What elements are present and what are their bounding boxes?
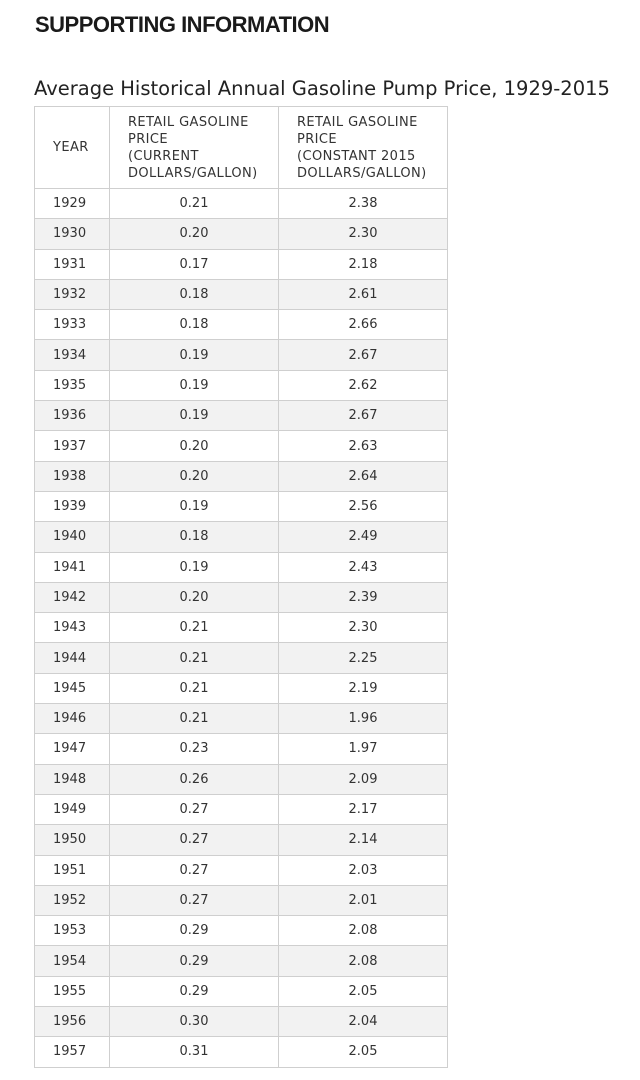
table-title: Average Historical Annual Gasoline Pump Price, 1929-2015 [34,77,610,100]
year-cell: 1940 [35,522,110,552]
header-constant-line: (CONSTANT 2015 [297,148,416,164]
header-current-price [110,107,279,189]
year-cell: 1945 [35,673,110,703]
table-row [35,219,448,249]
constant-price-cell: 2.01 [279,885,448,915]
header-constant-price [279,107,448,189]
table-row [35,885,448,915]
current-price-cell: 0.23 [110,734,279,764]
constant-price-cell: 2.39 [279,582,448,612]
current-price-cell: 0.30 [110,1007,279,1037]
table-row [35,673,448,703]
constant-price-cell: 2.49 [279,522,448,552]
constant-price-cell: 2.62 [279,370,448,400]
current-price-cell: 0.19 [110,370,279,400]
section-heading: SUPPORTING INFORMATION [35,12,330,37]
year-cell: 1935 [35,370,110,400]
current-price-cell: 0.21 [110,704,279,734]
table-row [35,704,448,734]
constant-price-cell: 2.04 [279,1007,448,1037]
constant-price-cell: 2.14 [279,825,448,855]
header-constant-line: RETAIL GASOLINE [297,114,418,130]
year-cell: 1929 [35,189,110,219]
table-header [35,107,448,189]
table-row [35,946,448,976]
header-constant-line: PRICE [297,131,337,147]
current-price-cell: 0.27 [110,794,279,824]
table-row [35,491,448,521]
year-cell: 1955 [35,976,110,1006]
constant-price-cell: 2.03 [279,855,448,885]
constant-price-cell: 2.43 [279,552,448,582]
year-cell: 1956 [35,1007,110,1037]
current-price-cell: 0.20 [110,461,279,491]
header-current-line: (CURRENT [128,148,199,164]
table-row [35,916,448,946]
current-price-cell: 0.29 [110,946,279,976]
constant-price-cell: 2.17 [279,794,448,824]
constant-price-cell: 2.09 [279,764,448,794]
current-price-cell: 0.19 [110,340,279,370]
table-row [35,764,448,794]
year-cell: 1932 [35,279,110,309]
constant-price-cell: 2.05 [279,976,448,1006]
current-price-cell: 0.18 [110,310,279,340]
year-cell: 1933 [35,310,110,340]
table-row [35,310,448,340]
year-cell: 1944 [35,643,110,673]
constant-price-cell: 2.66 [279,310,448,340]
table-row [35,825,448,855]
year-cell: 1957 [35,1037,110,1067]
current-price-cell: 0.20 [110,431,279,461]
table-row [35,855,448,885]
gasoline-price-table [34,106,448,1068]
table-body [35,189,448,1068]
current-price-cell: 0.19 [110,491,279,521]
current-price-cell: 0.21 [110,613,279,643]
current-price-cell: 0.26 [110,764,279,794]
table-row [35,431,448,461]
constant-price-cell: 1.97 [279,734,448,764]
year-cell: 1937 [35,431,110,461]
current-price-cell: 0.21 [110,643,279,673]
table-row [35,249,448,279]
constant-price-cell: 2.30 [279,613,448,643]
constant-price-cell: 2.05 [279,1037,448,1067]
year-cell: 1942 [35,582,110,612]
table-row [35,1007,448,1037]
table-row [35,189,448,219]
table-row [35,1037,448,1067]
header-constant-line: DOLLARS/GALLON) [297,165,427,181]
constant-price-cell: 2.61 [279,279,448,309]
constant-price-cell: 1.96 [279,704,448,734]
table-row [35,401,448,431]
year-cell: 1951 [35,855,110,885]
year-cell: 1938 [35,461,110,491]
constant-price-cell: 2.08 [279,916,448,946]
year-cell: 1939 [35,491,110,521]
current-price-cell: 0.19 [110,552,279,582]
year-cell: 1954 [35,946,110,976]
current-price-cell: 0.18 [110,522,279,552]
table-row [35,734,448,764]
year-cell: 1950 [35,825,110,855]
year-cell: 1941 [35,552,110,582]
constant-price-cell: 2.18 [279,249,448,279]
constant-price-cell: 2.38 [279,189,448,219]
current-price-cell: 0.21 [110,673,279,703]
constant-price-cell: 2.63 [279,431,448,461]
current-price-cell: 0.27 [110,885,279,915]
constant-price-cell: 2.64 [279,461,448,491]
table-row [35,794,448,824]
year-cell: 1948 [35,764,110,794]
year-cell: 1949 [35,794,110,824]
current-price-cell: 0.17 [110,249,279,279]
table-row [35,461,448,491]
table-row [35,552,448,582]
table-row [35,340,448,370]
constant-price-cell: 2.25 [279,643,448,673]
year-cell: 1931 [35,249,110,279]
year-cell: 1946 [35,704,110,734]
year-cell: 1952 [35,885,110,915]
table-row [35,643,448,673]
year-cell: 1936 [35,401,110,431]
constant-price-cell: 2.19 [279,673,448,703]
header-current-line: RETAIL GASOLINE [128,114,249,130]
year-cell: 1934 [35,340,110,370]
current-price-cell: 0.21 [110,189,279,219]
current-price-cell: 0.27 [110,855,279,885]
year-cell: 1947 [35,734,110,764]
current-price-cell: 0.20 [110,219,279,249]
header-current-line: DOLLARS/GALLON) [128,165,258,181]
constant-price-cell: 2.56 [279,491,448,521]
header-year: YEAR [35,107,110,189]
table-row [35,582,448,612]
table-row [35,976,448,1006]
table-row [35,279,448,309]
current-price-cell: 0.19 [110,401,279,431]
current-price-cell: 0.20 [110,582,279,612]
current-price-cell: 0.27 [110,825,279,855]
table-row [35,613,448,643]
year-cell: 1943 [35,613,110,643]
constant-price-cell: 2.30 [279,219,448,249]
constant-price-cell: 2.67 [279,340,448,370]
current-price-cell: 0.31 [110,1037,279,1067]
table-row [35,370,448,400]
constant-price-cell: 2.08 [279,946,448,976]
current-price-cell: 0.29 [110,916,279,946]
current-price-cell: 0.18 [110,279,279,309]
year-cell: 1930 [35,219,110,249]
current-price-cell: 0.29 [110,976,279,1006]
year-cell: 1953 [35,916,110,946]
header-current-line: PRICE [128,131,168,147]
header-row [35,107,448,189]
table-row [35,522,448,552]
constant-price-cell: 2.67 [279,401,448,431]
